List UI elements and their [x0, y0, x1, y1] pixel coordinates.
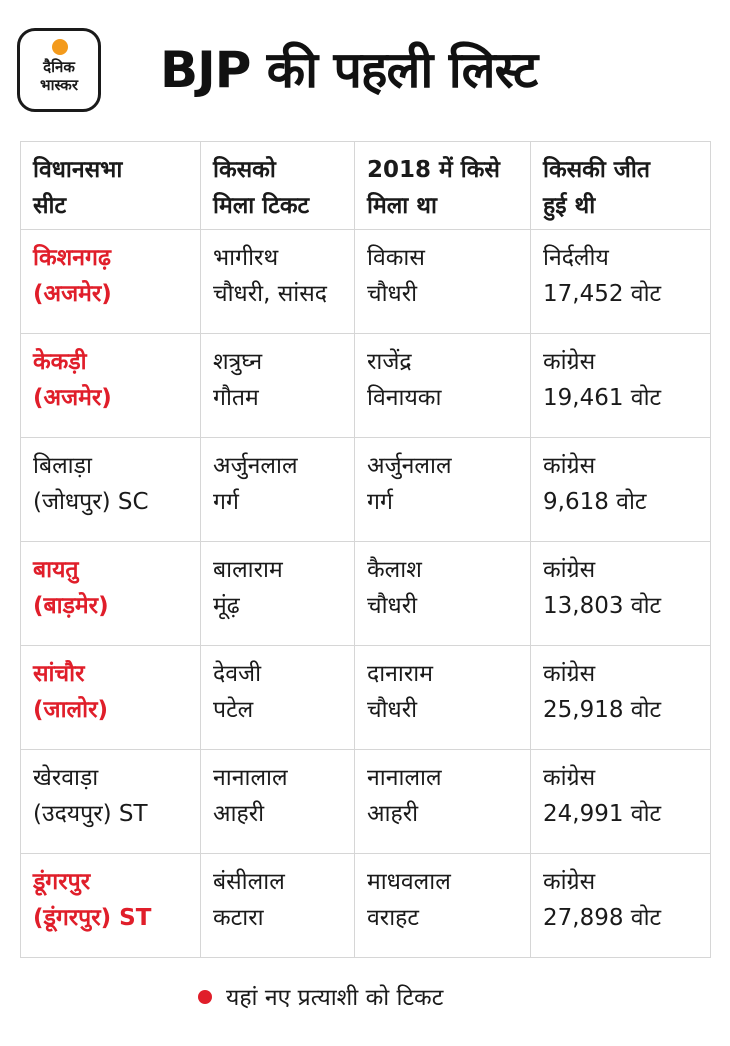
prev-winner-cell [355, 646, 531, 750]
seat-cell-line: बायतु [33, 557, 79, 583]
prev-winner-cell [355, 230, 531, 334]
result-cell [531, 854, 711, 958]
prev-winner-cell [355, 334, 531, 438]
seat-cell-line: डूंगरपुर [33, 869, 91, 895]
table-row [21, 334, 711, 438]
ticket-cell [201, 646, 355, 750]
ticket-cell-line: बालाराम [213, 557, 283, 583]
prev-winner-cell-line: विनायका [367, 385, 442, 411]
seat-cell-line: किशनगढ़ [33, 245, 111, 271]
result-cell-line: कांग्रेस [543, 453, 596, 479]
header-ticket [201, 142, 355, 230]
ticket-cell-line: कटारा [213, 905, 264, 931]
header-winner-line-2: हुई थी [543, 193, 596, 219]
brand-logo [17, 28, 101, 112]
brand-line-1: दैनिक [43, 58, 75, 76]
result-cell-line: 25,918 वोट [543, 697, 662, 723]
prev-winner-cell-line: विकास [367, 245, 425, 271]
ticket-cell [201, 334, 355, 438]
result-cell-line: 13,803 वोट [543, 593, 662, 619]
prev-winner-cell-line: चौधरी [367, 697, 418, 723]
seat-cell [21, 334, 201, 438]
header-seat-line-1: विधानसभा [33, 157, 123, 183]
header-prev-line-1: 2018 में किसे [367, 157, 500, 183]
header-prev [355, 142, 531, 230]
ticket-cell [201, 230, 355, 334]
result-cell-line: कांग्रेस [543, 869, 596, 895]
ticket-cell-line: देवजी [213, 661, 262, 687]
page-title: BJP की पहली लिस्ट [160, 41, 538, 99]
table-row [21, 438, 711, 542]
ticket-cell [201, 542, 355, 646]
prev-winner-cell-line: नानालाल [367, 765, 442, 791]
result-cell-line: 19,461 वोट [543, 385, 662, 411]
table-row [21, 854, 711, 958]
seat-cell-line: (अजमेर) [33, 385, 112, 411]
prev-winner-cell [355, 750, 531, 854]
result-cell-line: 17,452 वोट [543, 281, 662, 307]
seat-cell [21, 646, 201, 750]
header-winner [531, 142, 711, 230]
ticket-cell-line: चौधरी, सांसद [213, 281, 327, 307]
ticket-cell-line: नानालाल [213, 765, 288, 791]
result-cell-line: 9,618 वोट [543, 489, 647, 515]
seat-cell-line: सांचौर [33, 661, 85, 687]
seat-cell-line: (अजमेर) [33, 281, 112, 307]
ticket-cell-line: भागीरथ [213, 245, 279, 271]
legend-text: यहां नए प्रत्याशी को टिकट [226, 985, 444, 1011]
result-cell-line: कांग्रेस [543, 349, 596, 375]
result-cell-line: कांग्रेस [543, 661, 596, 687]
sun-icon [52, 39, 68, 55]
seat-cell-line: (डूंगरपुर) ST [33, 905, 152, 931]
seat-cell [21, 230, 201, 334]
prev-winner-cell-line: चौधरी [367, 281, 418, 307]
table-row [21, 230, 711, 334]
seat-cell [21, 542, 201, 646]
prev-winner-cell-line: दानाराम [367, 661, 434, 687]
prev-winner-cell-line: आहरी [367, 801, 419, 827]
seat-cell-line: (बाड़मेर) [33, 593, 109, 619]
ticket-cell-line: आहरी [213, 801, 265, 827]
seat-cell-line: (जोधपुर) SC [33, 489, 149, 515]
seat-cell [21, 750, 201, 854]
header-prev-line-2: मिला था [367, 193, 437, 219]
result-cell-line: कांग्रेस [543, 765, 596, 791]
result-cell-line: कांग्रेस [543, 557, 596, 583]
seat-cell [21, 438, 201, 542]
prev-winner-cell-line: कैलाश [367, 557, 422, 583]
candidate-table [20, 141, 711, 958]
result-cell-line: निर्दलीय [543, 245, 609, 271]
header-seat-line-2: सीट [33, 193, 67, 219]
prev-winner-cell-line: माधवलाल [367, 869, 451, 895]
legend [198, 980, 443, 1016]
ticket-cell-line: अर्जुनलाल [213, 453, 298, 479]
result-cell-line: 27,898 वोट [543, 905, 662, 931]
ticket-cell-line: शत्रुघ्न [213, 349, 263, 375]
ticket-cell-line: गर्ग [213, 489, 239, 515]
prev-winner-cell [355, 438, 531, 542]
result-cell [531, 334, 711, 438]
ticket-cell-line: बंसीलाल [213, 869, 285, 895]
header-seat [21, 142, 201, 230]
seat-cell-line: खेरवाड़ा [33, 765, 99, 791]
ticket-cell [201, 750, 355, 854]
result-cell [531, 750, 711, 854]
result-cell-line: 24,991 वोट [543, 801, 662, 827]
table-row [21, 750, 711, 854]
seat-cell-line: (जालोर) [33, 697, 109, 723]
result-cell [531, 542, 711, 646]
brand-line-2: भास्कर [40, 76, 78, 94]
seat-cell-line: बिलाड़ा [33, 453, 92, 479]
prev-winner-cell [355, 542, 531, 646]
prev-winner-cell-line: वराहट [367, 905, 419, 931]
seat-cell-line: (उदयपुर) ST [33, 801, 148, 827]
prev-winner-cell-line: राजेंद्र [367, 349, 412, 375]
ticket-cell-line: गौतम [213, 385, 259, 411]
header-ticket-line-2: मिला टिकट [213, 193, 310, 219]
table-row [21, 542, 711, 646]
table-row [21, 646, 711, 750]
ticket-cell-line: पटेल [213, 697, 254, 723]
ticket-cell [201, 438, 355, 542]
result-cell [531, 438, 711, 542]
table-header-row [21, 142, 711, 230]
seat-cell [21, 854, 201, 958]
new-candidate-dot-icon [198, 990, 212, 1004]
seat-cell-line: केकड़ी [33, 349, 87, 375]
header [0, 0, 730, 140]
result-cell [531, 646, 711, 750]
prev-winner-cell-line: अर्जुनलाल [367, 453, 452, 479]
ticket-cell [201, 854, 355, 958]
prev-winner-cell-line: गर्ग [367, 489, 393, 515]
prev-winner-cell-line: चौधरी [367, 593, 418, 619]
header-winner-line-1: किसकी जीत [543, 157, 650, 183]
ticket-cell-line: मूंढ़ [213, 593, 240, 619]
header-ticket-line-1: किसको [213, 157, 276, 183]
prev-winner-cell [355, 854, 531, 958]
result-cell [531, 230, 711, 334]
